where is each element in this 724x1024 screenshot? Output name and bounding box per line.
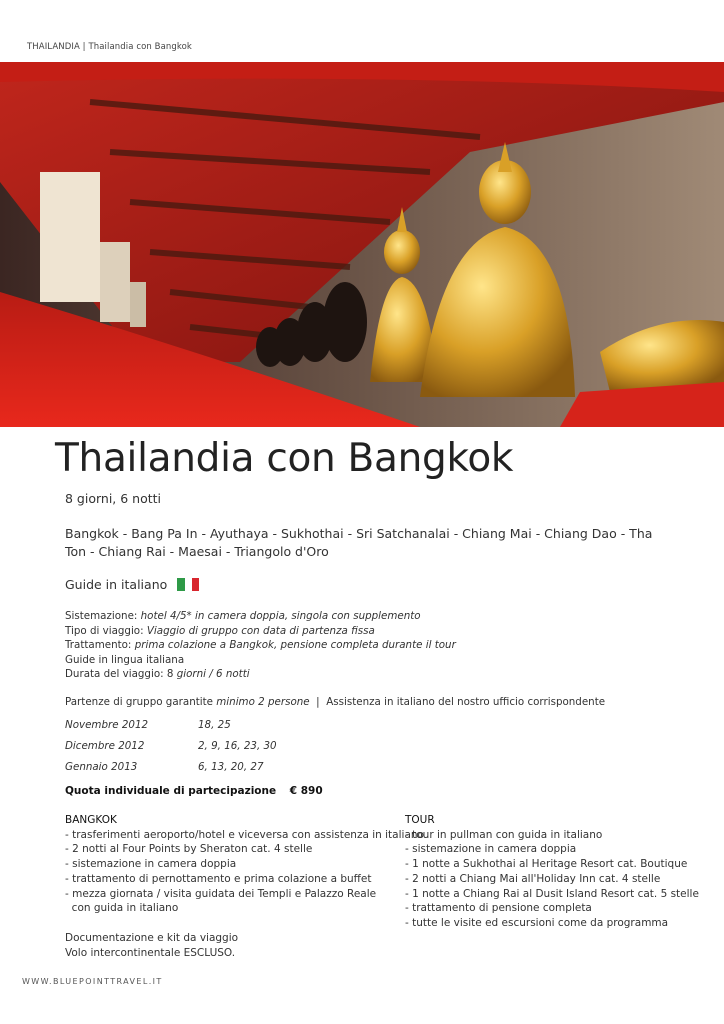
list-item: - tutte le visite ed escursioni come da programma bbox=[405, 916, 669, 929]
docs-line: Documentazione e kit da viaggio bbox=[65, 932, 239, 944]
guide-language bbox=[65, 577, 199, 592]
list-item: - trattamento di pernottamento e prima colazione a buffet bbox=[65, 872, 372, 885]
breadcrumb: THAILANDIA | Thailandia con Bangkok bbox=[27, 42, 192, 52]
date-row bbox=[65, 735, 277, 756]
list-item: - trasferimenti aeroporto/hotel e viceversa con assistenza in italiano bbox=[65, 828, 424, 841]
list-item: - sistemazione in camera doppia bbox=[405, 843, 577, 856]
departures-min: minimo 2 persone bbox=[216, 696, 310, 708]
guide-label: Guide in italiano bbox=[65, 577, 168, 592]
list-item: - 1 notte a Sukhothai al Heritage Resort cat. Boutique bbox=[405, 858, 688, 871]
sistemazione-label: Sistemazione: bbox=[65, 610, 138, 622]
italian-flag-icon bbox=[177, 578, 199, 591]
page-title: Thailandia con Bangkok bbox=[55, 436, 514, 481]
date-month: Novembre 2012 bbox=[65, 718, 149, 731]
date-month: Gennaio 2013 bbox=[65, 760, 138, 773]
date-days: 18, 25 bbox=[198, 718, 231, 731]
list-item: - 2 notti a Chiang Mai all'Holiday Inn cat. 4 stelle bbox=[405, 872, 661, 885]
guide-line: Guide in lingua italiana bbox=[65, 653, 185, 666]
separator: | bbox=[316, 696, 320, 708]
departures-label: Partenze di gruppo garantite bbox=[65, 696, 213, 708]
departure-dates bbox=[65, 714, 277, 777]
temple-buddha-photo-icon bbox=[0, 62, 724, 427]
durata-label: Durata del viaggio: 8 bbox=[65, 668, 174, 681]
list-item: - tour in pullman con guida in italiano bbox=[405, 828, 603, 841]
flight-note: Volo intercontinentale ESCLUSO. bbox=[65, 946, 236, 959]
trip-duration: 8 giorni, 6 notti bbox=[65, 491, 162, 506]
list-item: - mezza giornata / visita guidata dei Templi e Palazzo Reale bbox=[65, 887, 377, 900]
departures-line bbox=[65, 696, 605, 708]
itinerary-route: Bangkok - Bang Pa In - Ayuthaya - Sukhothai - Sri Satchanalai - Chiang Mai - Chiang Dao - Tha Ton - Chiang Rai - Maesai - Triangolo d'Oro bbox=[65, 526, 653, 559]
quota-price: € 890 bbox=[289, 785, 323, 797]
hero-photo bbox=[0, 62, 724, 427]
trattamento-label: Trattamento: bbox=[65, 639, 132, 652]
list-item: - 2 notti al Four Points by Sheraton cat. 4 stelle bbox=[65, 843, 313, 856]
trattamento-value: prima colazione a Bangkok, pensione completa durante il tour bbox=[134, 639, 456, 652]
trip-info bbox=[65, 609, 456, 682]
footer-url[interactable]: WWW.BLUEPOINTTRAVEL.IT bbox=[22, 977, 163, 986]
sistemazione-value: hotel 4/5* in camera doppia, singola con supplemento bbox=[140, 610, 421, 622]
assistance-text: Assistenza in italiano del nostro ufficio corrispondente bbox=[326, 696, 606, 708]
list-item: - trattamento di pensione completa bbox=[405, 902, 592, 915]
date-month: Dicembre 2012 bbox=[65, 739, 145, 752]
tipo-value: Viaggio di gruppo con data di partenza fissa bbox=[146, 624, 375, 637]
price-quota bbox=[65, 785, 323, 797]
date-row bbox=[65, 714, 277, 735]
durata-value: giorni / 6 notti bbox=[176, 668, 250, 681]
bangkok-heading: BANGKOK bbox=[65, 814, 117, 826]
tour-section bbox=[405, 813, 705, 931]
list-item: - 1 notte a Chiang Rai al Dusit Island Resort cat. 5 stelle bbox=[405, 887, 699, 900]
quota-label: Quota individuale di partecipazione bbox=[65, 785, 277, 797]
list-item: - sistemazione in camera doppia bbox=[65, 858, 237, 871]
tour-heading: TOUR bbox=[405, 814, 435, 826]
date-row bbox=[65, 756, 277, 777]
date-days: 6, 13, 20, 27 bbox=[198, 760, 264, 773]
tipo-label: Tipo di viaggio: bbox=[65, 624, 144, 637]
list-item: con guida in italiano bbox=[65, 902, 179, 915]
date-days: 2, 9, 16, 23, 30 bbox=[198, 739, 277, 752]
documents-note bbox=[65, 931, 238, 960]
